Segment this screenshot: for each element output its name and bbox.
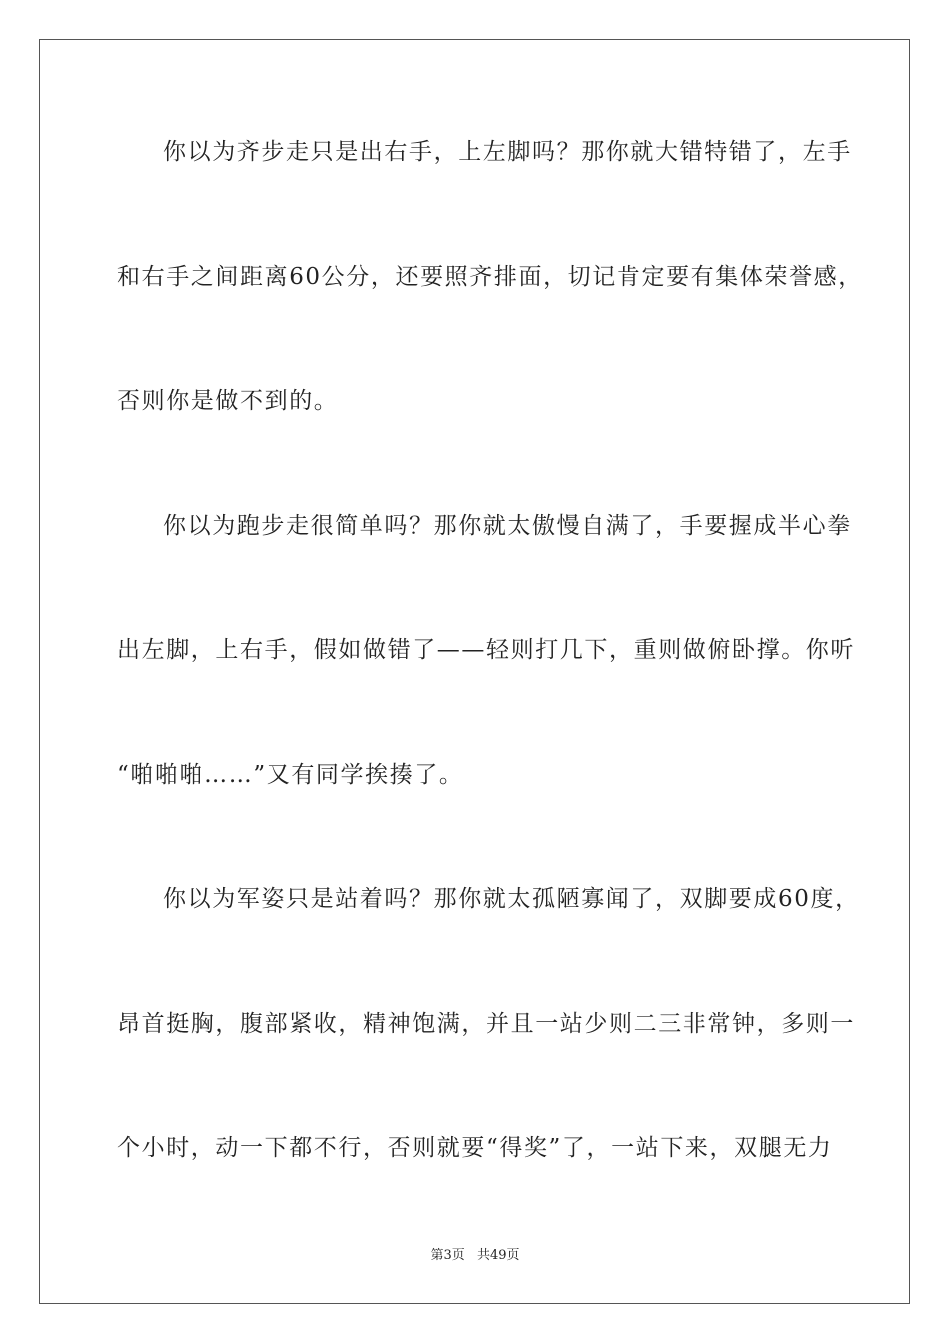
total-pages: 共49页 bbox=[476, 1248, 520, 1263]
page-footer bbox=[0, 1247, 950, 1265]
paragraph-2-line-2: 出左脚，上右手，假如做错了——轻则打几下，重则做俯卧撑。你听 bbox=[117, 637, 855, 663]
paragraph-2-line-1: 你以为跑步走很简单吗？那你就太傲慢自满了，手要握成半心拳 bbox=[163, 513, 852, 539]
page-border bbox=[39, 39, 910, 1304]
page-number: 第3页 bbox=[430, 1248, 465, 1263]
paragraph-3-line-2: 昂首挺胸，腹部紧收，精神饱满，并且一站少则二三非常钟，多则一 bbox=[117, 1011, 855, 1037]
paragraph-1-line-2: 和右手之间距离60公分，还要照齐排面，切记肯定要有集体荣誉感， bbox=[117, 264, 863, 290]
paragraph-2-line-3: “啪啪啪……”又有同学挨揍了。 bbox=[117, 762, 464, 788]
paragraph-1-line-1: 你以为齐步走只是出右手，上左脚吗？那你就大错特错了，左手 bbox=[163, 139, 852, 165]
paragraph-1-line-3: 否则你是做不到的。 bbox=[117, 388, 339, 414]
paragraph-3-line-3: 个小时，动一下都不行，否则就要“得奖”了，一站下来，双腿无力 bbox=[117, 1135, 833, 1161]
paragraph-3-line-1: 你以为军姿只是站着吗？那你就太孤陋寡闻了，双脚要成60度， bbox=[163, 886, 860, 912]
